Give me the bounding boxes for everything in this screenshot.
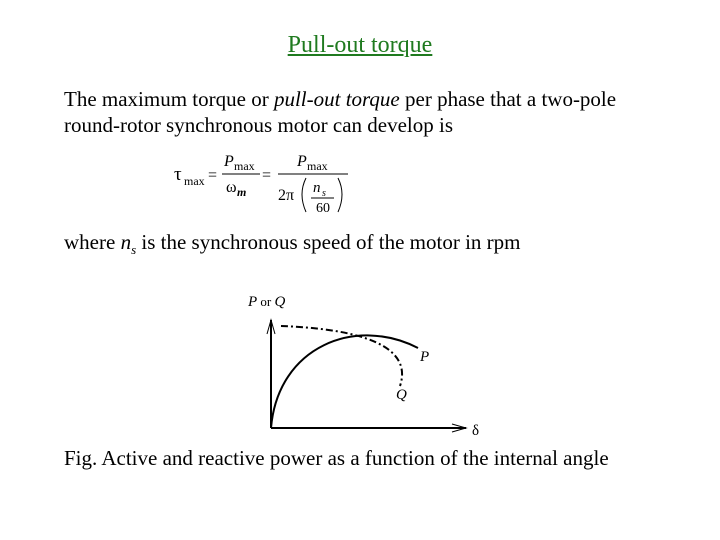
formula-p-sub-2: max [307,159,328,173]
curve-q-label: Q [396,387,407,403]
curve-p [271,335,418,428]
where-text-before: where [64,230,121,254]
formula-tau: τ [174,164,182,185]
formula-p-sub-1: max [234,159,255,173]
formula-equals-2: = [262,167,272,184]
figure-caption: Fig. Active and reactive power as a function of the internal angle [64,446,609,470]
where-var-sub: s [131,242,137,258]
where-var: n [120,230,132,254]
formula-two-pi: 2π [278,187,295,204]
left-paren [302,178,306,212]
axis-label-or: or [257,294,275,309]
where-sentence [64,230,520,258]
where-text-after: is the synchronous speed of the motor in rpm [136,230,521,254]
axis-label-p: P [248,294,258,310]
intro-emphasis: pull-out torque [273,87,400,111]
slide-title: Pull-out torque [287,32,433,58]
formula-sixty: 60 [316,201,330,216]
curve-q [281,326,402,386]
formula-tau-sub: max [184,174,205,188]
intro-text-after: per phase that a two-pole round-rotor synchronous motor can develop is [64,87,617,137]
axis-label-pq [247,294,286,310]
x-axis-label-delta: δ [472,423,480,439]
formula-n: n [313,180,321,196]
formula-omega: ω [226,179,237,196]
axis-label-q: Q [274,294,286,310]
intro-paragraph [64,86,664,138]
formula-equals-1: = [208,167,218,184]
formula-n-sub: s [322,188,326,199]
intro-text-before: The maximum torque or [64,87,274,111]
right-paren [338,178,342,212]
formula-p-numerator-2: P [297,153,307,170]
formula-p-numerator-1: P [224,153,234,170]
torque-formula [168,150,358,218]
formula-omega-sub: m [237,185,247,199]
curve-p-label: P [420,349,430,365]
pq-figure [236,286,496,448]
